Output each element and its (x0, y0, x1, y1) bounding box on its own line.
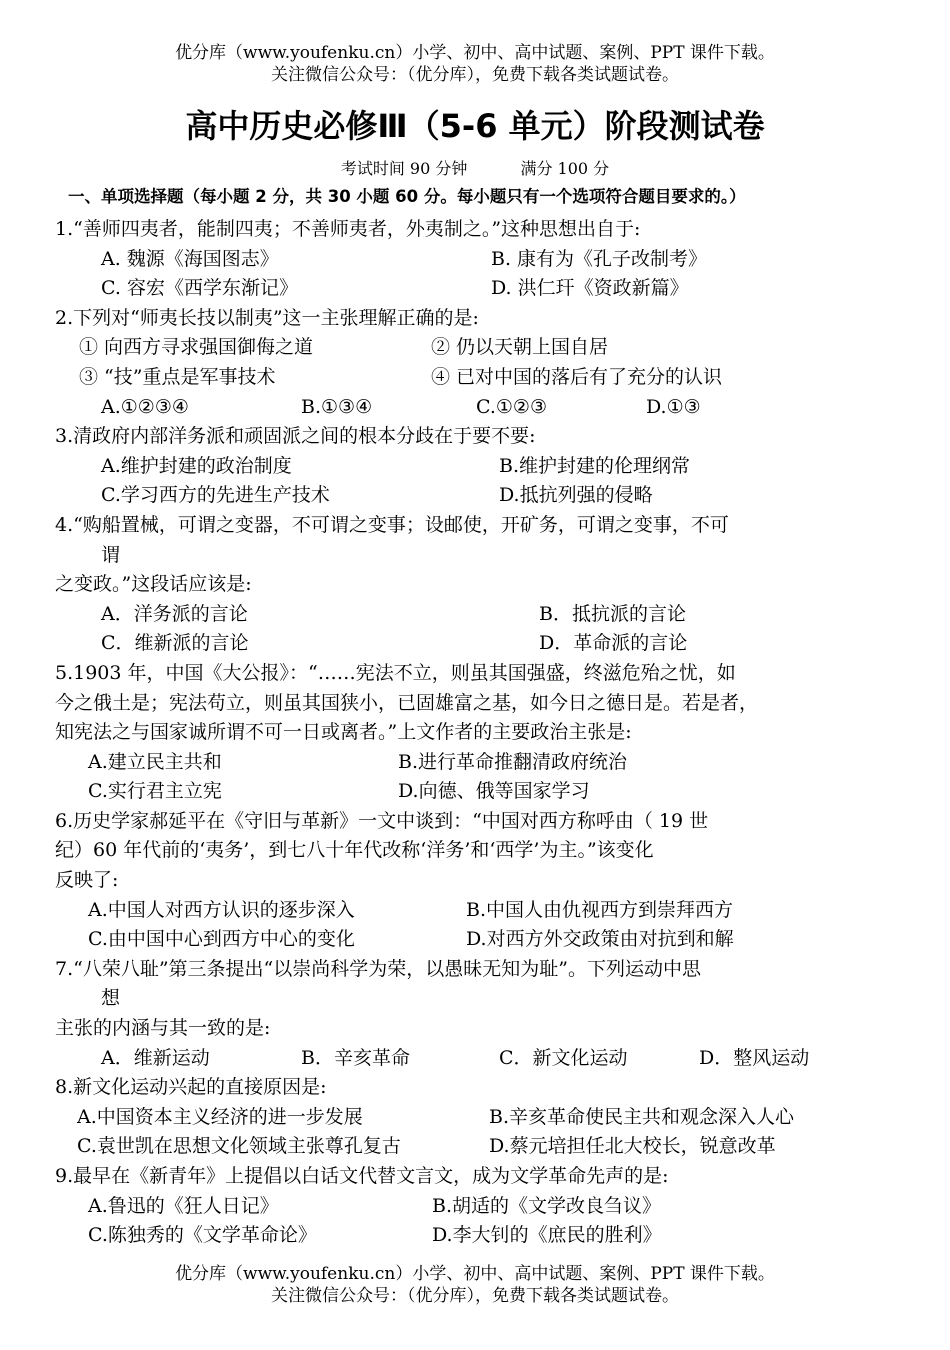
footer-line-1: 优分库（www.youfenku.cn）小学、初中、高中试题、案例、PPT 课件下载。 (175, 1264, 775, 1284)
page-header (0, 42, 950, 86)
question-stem-line-3: 反映了: (55, 869, 119, 892)
statement-4: ④ 已对中国的落后有了充分的认识 (431, 365, 723, 388)
option-b: B.胡适的《文学改良刍议》 (432, 1194, 662, 1217)
option-a: A.中国资本主义经济的进一步发展 (77, 1105, 363, 1128)
question-stem-line-3: 知宪法之与国家诚所谓不可一日或离者。”上文作者的主要政治主张是: (55, 721, 632, 744)
option-d: D.对西方外交政策由对抗到和解 (466, 928, 734, 951)
question-stem: 8.新文化运动兴起的直接原因是: (55, 1076, 327, 1099)
question-stem: 3.清政府内部洋务派和顽固派之间的根本分歧在于要不要: (55, 425, 536, 448)
option-d: D. 洪仁玕《资政新篇》 (491, 277, 689, 300)
option-d: D.向德、俄等国家学习 (398, 780, 590, 803)
exam-info (0, 158, 950, 180)
option-b: B.辛亥革命使民主共和观念深入人心 (489, 1105, 795, 1128)
question-stem: 9.最早在《新青年》上提倡以白话文代替文言文，成为文学革命先声的是: (55, 1165, 669, 1187)
page-footer (0, 1263, 950, 1307)
option-d: D．革命派的言论 (539, 632, 688, 655)
option-d: D．整风运动 (699, 1046, 810, 1069)
question-stem-line-2: 纪）60 年代前的‘夷务’，到七八十年代改称‘洋务’和‘西学’为主。”该变化 (55, 839, 654, 862)
option-b: B. 康有为《孔子改制考》 (491, 247, 708, 270)
question-3 (55, 422, 915, 511)
option-a: A.①②③④ (101, 395, 189, 418)
question-7 (55, 955, 915, 1073)
option-a: A. 魏源《海国图志》 (101, 247, 279, 270)
header-line-1: 优分库（www.youfenku.cn）小学、初中、高中试题、案例、PPT 课件下载。 (175, 43, 775, 63)
option-c: C.①②③ (476, 395, 547, 418)
option-c: C.由中国中心到西方中心的变化 (88, 928, 355, 951)
question-stem-line-2: 想 (101, 987, 121, 1010)
question-9 (55, 1162, 915, 1251)
option-c: C．新文化运动 (499, 1046, 628, 1069)
option-c: C．维新派的言论 (101, 632, 249, 655)
option-c: C.学习西方的先进生产技术 (101, 484, 330, 507)
question-stem-line-3: 之变政。”这段话应该是: (55, 573, 252, 596)
full-score: 满分 100 分 (520, 159, 610, 178)
option-a: A.建立民主共和 (88, 750, 222, 773)
option-a: A.中国人对西方认识的逐步深入 (88, 898, 355, 921)
question-stem-line-1: 7.“八荣八耻”第三条提出“以崇尚科学为荣，以愚昧无知为耻”。下列运动中思 (55, 957, 701, 980)
option-c: C. 容宏《西学东渐记》 (101, 277, 298, 300)
option-d: D.①③ (646, 395, 701, 418)
exam-time: 考试时间 90 分钟 (340, 159, 468, 178)
question-8 (55, 1073, 915, 1162)
option-b: B.维护封建的伦理纲常 (499, 454, 691, 477)
option-c: C.陈独秀的《文学革命论》 (88, 1224, 317, 1247)
option-b: B．辛亥革命 (301, 1046, 410, 1069)
section-title: 一、单项选择题 (68, 187, 184, 206)
option-a: A．洋务派的言论 (101, 602, 248, 625)
question-stem-line-3: 主张的内涵与其一致的是: (55, 1017, 271, 1040)
question-stem: 1.“善师四夷者，能制四夷；不善师夷者，外夷制之。”这种思想出自于: (55, 218, 641, 240)
question-stem: 2.下列对“师夷长技以制夷”这一主张理解正确的是: (55, 306, 479, 329)
question-1 (55, 215, 915, 304)
footer-line-2: 关注微信公众号：（优分库），免费下载各类试题试卷。 (271, 1286, 679, 1306)
question-stem-line-1: 6.历史学家郝延平在《守旧与革新》一文中谈到：“中国对西方称呼由（ 19 世 (55, 809, 709, 832)
option-b: B.①③④ (301, 395, 373, 418)
question-stem-line-1: 5.1903 年，中国《大公报》：“……宪法不立，则虽其国强盛，终滋危殆之忧，如 (55, 661, 736, 684)
question-2 (55, 304, 915, 422)
section-heading (68, 185, 938, 209)
section-note: （每小题 2 分，共 30 小题 60 分。每小题只有一个选项符合题目要求的。） (183, 187, 746, 206)
question-5 (55, 659, 915, 807)
statement-1: ① 向西方寻求强国御侮之道 (79, 336, 314, 359)
option-b: B．抵抗派的言论 (539, 602, 686, 625)
question-list (55, 215, 915, 1251)
question-stem-line-1: 4.“购船置械，可谓之变器，不可谓之变事；设邮使，开矿务，可谓之变事，不可 (55, 513, 729, 536)
option-a: A.维护封建的政治制度 (101, 454, 292, 477)
option-c: C.实行君主立宪 (88, 780, 222, 803)
exam-title: 高中历史必修Ⅲ（5-6 单元）阶段测试卷 (185, 107, 765, 145)
option-b: B.中国人由仇视西方到崇拜西方 (466, 898, 734, 921)
option-d: D.抵抗列强的侵略 (499, 484, 653, 507)
option-a: A．维新运动 (101, 1046, 210, 1069)
option-b: B.进行革命推翻清政府统治 (398, 750, 628, 773)
option-a: A.鲁迅的《狂人日记》 (88, 1194, 279, 1217)
statement-2: ② 仍以天朝上国自居 (431, 336, 609, 359)
question-stem-line-2: 谓 (101, 543, 121, 566)
option-d: D.蔡元培担任北大校长，锐意改革 (489, 1135, 776, 1158)
question-stem-line-2: 今之俄土是；宪法苟立，则虽其国狭小，已固雄富之基，如今日之德日是。若是者， (55, 691, 759, 714)
statement-3: ③ “技”重点是军事技术 (79, 365, 276, 388)
option-d: D.李大钊的《庶民的胜利》 (432, 1224, 662, 1247)
option-c: C.袁世凯在思想文化领域主张尊孔复古 (77, 1135, 401, 1158)
question-6 (55, 807, 915, 955)
header-line-2: 关注微信公众号：（优分库），免费下载各类试题试卷。 (271, 65, 679, 85)
question-4 (55, 511, 915, 659)
